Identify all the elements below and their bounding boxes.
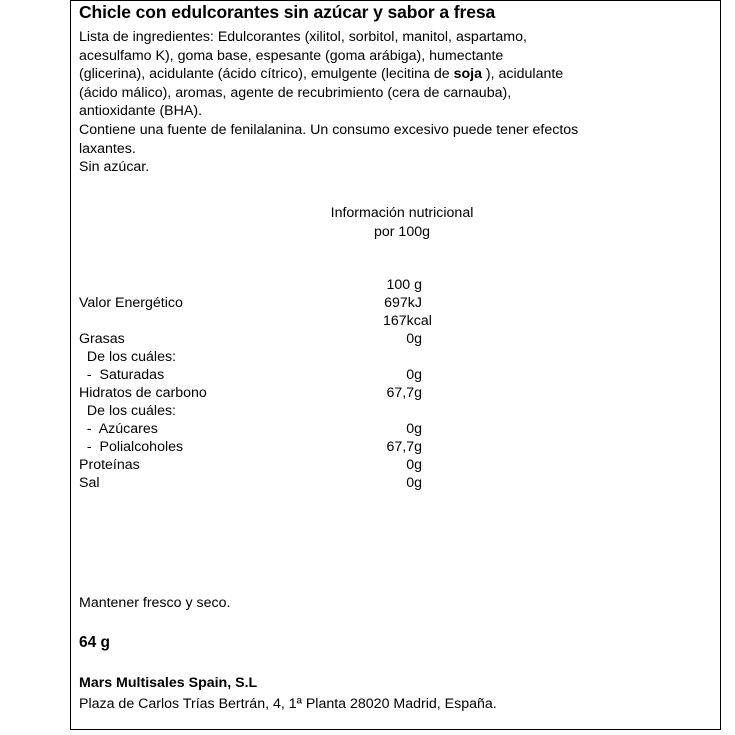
nutrition-row-label: De los cuáles: — [79, 349, 176, 365]
ingredients-text: ), acidulante — [481, 66, 564, 82]
warning-line: laxantes. — [79, 140, 136, 157]
nutrition-column-header: 100 g — [386, 277, 422, 293]
warning-line: Contiene una fuente de fenilalanina. Un consumo excesivo puede tener efectos — [79, 122, 579, 138]
nutrition-header: Información nutricional — [330, 205, 474, 221]
no-sugar-claim: Sin azúcar. — [79, 159, 150, 175]
ingredients-text: (glicerina), acidulante (ácido cítrico), emulgente (lecitina de — [79, 66, 454, 82]
nutrition-row-value: 0g — [406, 457, 422, 473]
ingredients-list — [79, 28, 563, 121]
net-weight: 64 g — [79, 634, 111, 651]
nutrition-row-value: 67,7g — [386, 439, 422, 455]
nutrition-header-basis: por 100g — [373, 224, 430, 240]
company-name: Mars Multisales Spain, S.L — [79, 675, 258, 691]
ingredients-line: acesulfamo K), goma base, espesante (goma arábiga), humectante — [79, 47, 504, 64]
ingredients-line: (ácido málico), aromas, agente de recubrimiento (cera de carnauba), — [79, 84, 512, 101]
ingredients-line: antioxidante (BHA). — [79, 103, 203, 119]
company-address: Plaza de Carlos Trías Bertrán, 4, 1ª Planta 28020 Madrid, España. — [79, 696, 497, 712]
allergen-soja: soja — [453, 66, 482, 82]
product-title: Chicle con edulcorantes sin azúcar y sabor a fresa — [79, 2, 496, 22]
storage-instructions: Mantener fresco y seco. — [79, 595, 231, 611]
nutrition-row-label: - Saturadas — [79, 367, 165, 383]
nutrition-row-value: 0g — [406, 475, 422, 491]
nutrition-row-label: Proteínas — [79, 457, 140, 473]
nutrition-row-label: - Polialcoholes — [79, 439, 184, 455]
nutrition-row-label: Valor Energético — [79, 295, 183, 311]
nutrition-row-value: 0g — [406, 331, 422, 347]
nutrition-row-value: 0g — [406, 421, 422, 437]
nutrition-row-label: - Azúcares — [79, 421, 158, 437]
nutrition-row-value: 67,7g — [386, 385, 422, 401]
ingredients-line: Lista de ingredientes: Edulcorantes (xilitol, sorbitol, manitol, aspartamo, — [79, 29, 527, 45]
nutrition-row-value: 697kJ — [384, 295, 422, 311]
nutrition-row-label: Grasas — [79, 331, 125, 347]
nutrition-row-value: 0g — [406, 367, 422, 383]
nutrition-row-label: De los cuáles: — [79, 403, 176, 419]
nutrition-row-label: Sal — [79, 475, 100, 491]
phenylalanine-warning — [79, 121, 578, 158]
nutrition-row-label: Hidratos de carbono — [79, 385, 207, 401]
nutrition-row-value: 167kcal — [383, 313, 432, 329]
ingredients-line — [79, 65, 563, 84]
